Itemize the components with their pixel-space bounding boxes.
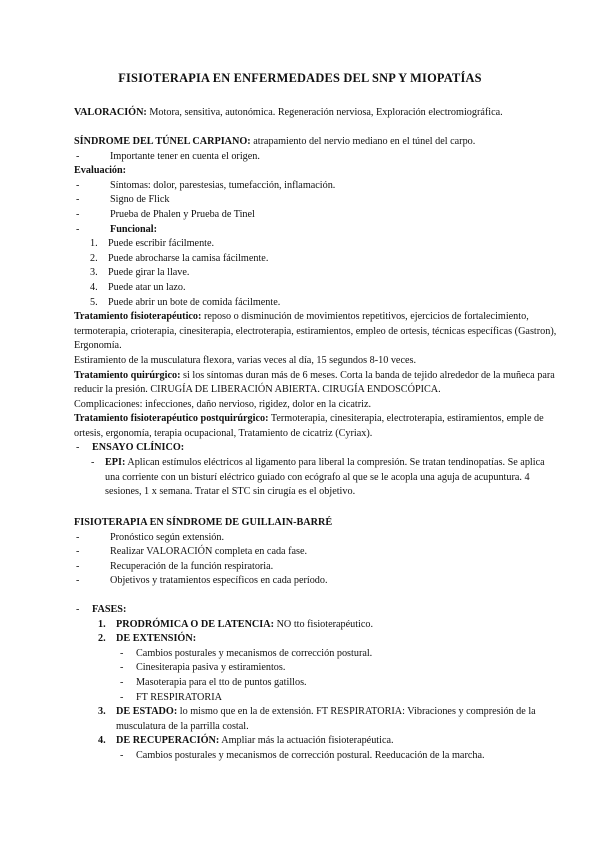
extension-item: - Masoterapia para el tto de puntos gatillos. [74,676,560,691]
complicaciones-paragraph: Complicaciones: infecciones, daño nervioso, rigidez, dolor en la cicatriz. [74,398,372,410]
guillain-item: - Recuperación de la función respiratoria. [74,560,560,575]
guillain-item: - Realizar VALORACIÓN completa en cada fase. [74,545,560,560]
tto-postquirurgico-paragraph: Tratamiento fisioterapéutico postquirúrgico: Termoterapia, cinesiterapia, electroterapia, estiramientos, emple de ortesis, ergonomía, terapia ocupacional, Tratamiento de cicatriz (Cyriax). [74,413,544,439]
tunel-text: atrapamiento del nervio mediano en el túnel del carpo. [250,136,476,147]
epi-paragraph: - EPI: Aplican estímulos eléctricos al ligamento para liberal la compresión. Se tratan tendinopatías. Se aplica una corriente con un bisturí eléctrico guiado con ecógrafo al que se le acopla una aguja de acupuntura. 4 sesiones, 1 x semana. Tratar el STC sin cirugía es el objetivo. [74,456,560,500]
funcional-item: 2. Puede abrocharse la camisa fácilmente. [90,252,269,264]
tunel-carpiano-section [74,135,560,500]
evaluacion-label: Evaluación: [74,165,127,177]
estiramiento-paragraph: Estiramiento de la musculatura flexora, varias veces al día, 15 segundos 8-10 veces. [74,354,417,366]
tunel-label: SÍNDROME DEL TÚNEL CARPIANO: [74,136,251,147]
evaluacion-item: - Signo de Flick [74,193,560,208]
tunel-note: - Importante tener en cuenta el origen. [74,150,560,165]
guillain-item: - Objetivos y tratamientos específicos en cada período. [74,574,560,589]
guillain-title: FISIOTERAPIA EN SÍNDROME DE GUILLAIN-BARRÉ [74,517,333,528]
evaluacion-item: - Síntomas: dolor, parestesias, tumefacción, inflamación. [74,179,560,194]
extension-item: - FT RESPIRATORIA [74,691,560,706]
funcional-item: 4. Puede atar un lazo. [90,281,186,293]
funcional-item: 1. Puede escribir fácilmente. [90,238,215,250]
tto-fisio-paragraph: Tratamiento fisioterapéutico: reposo o disminución de movimientos repetitivos, ejercicios de fortalecimiento, termoterapia, crioterapia, cinesiterapia, electroterapia, estiramientos, empleo de ortesis, técnicas específicas (Gastron), Ergonomía. [74,311,557,352]
fase-item: 1. PRODRÓMICA O DE LATENCIA: NO tto fisioterapéutico. [98,618,374,630]
valoracion-label: VALORACIÓN: [74,107,147,118]
funcional-item: 5. Puede abrir un bote de comida fácilmente. [90,296,281,308]
ensayo-label: ENSAYO CLÍNICO: [92,442,185,454]
evaluacion-item: - Prueba de Phalen y Prueba de Tinel [74,208,560,223]
valoracion-paragraph [74,106,560,121]
guillain-barre-section [74,516,560,764]
extension-item: - Cambios posturales y mecanismos de corrección postural. [74,647,560,662]
fases-label: FASES: [92,603,127,615]
page-title: FISIOTERAPIA EN ENFERMEDADES DEL SNP Y MIOPATÍAS [118,71,482,85]
guillain-item: - Pronóstico según extensión. [74,531,560,546]
fase-item: 4. DE RECUPERACIÓN: Ampliar más la actuación fisioterapéutica. [98,735,394,747]
recuperacion-item: - Cambios posturales y mecanismos de corrección postural. Reeducación de la marcha. [74,749,560,764]
funcional-item: 3. Puede girar la llave. [90,267,190,279]
valoracion-text: Motora, sensitiva, autonómica. Regeneración nerviosa, Exploración electromiográfica. [146,107,503,118]
fase-item: 2. DE EXTENSIÓN: [98,633,197,645]
tto-quirurgico-paragraph: Tratamiento quirúrgico: si los síntomas duran más de 6 meses. Corta la banda de tejido alrededor de la muñeca para reducir la presión. CIRUGÍA DE LIBERACIÓN ABIERTA. CIRUGÍA ENDOSCÓPICA. [74,369,555,396]
extension-item: - Cinesiterapia pasiva y estiramientos. [74,661,560,676]
funcional-label: Funcional: [110,223,157,235]
fase-item: 3. DE ESTADO: lo mismo que en la de extensión. FT RESPIRATORIA: Vibraciones y compresión de la musculatura de la parrilla costal. [98,706,536,732]
